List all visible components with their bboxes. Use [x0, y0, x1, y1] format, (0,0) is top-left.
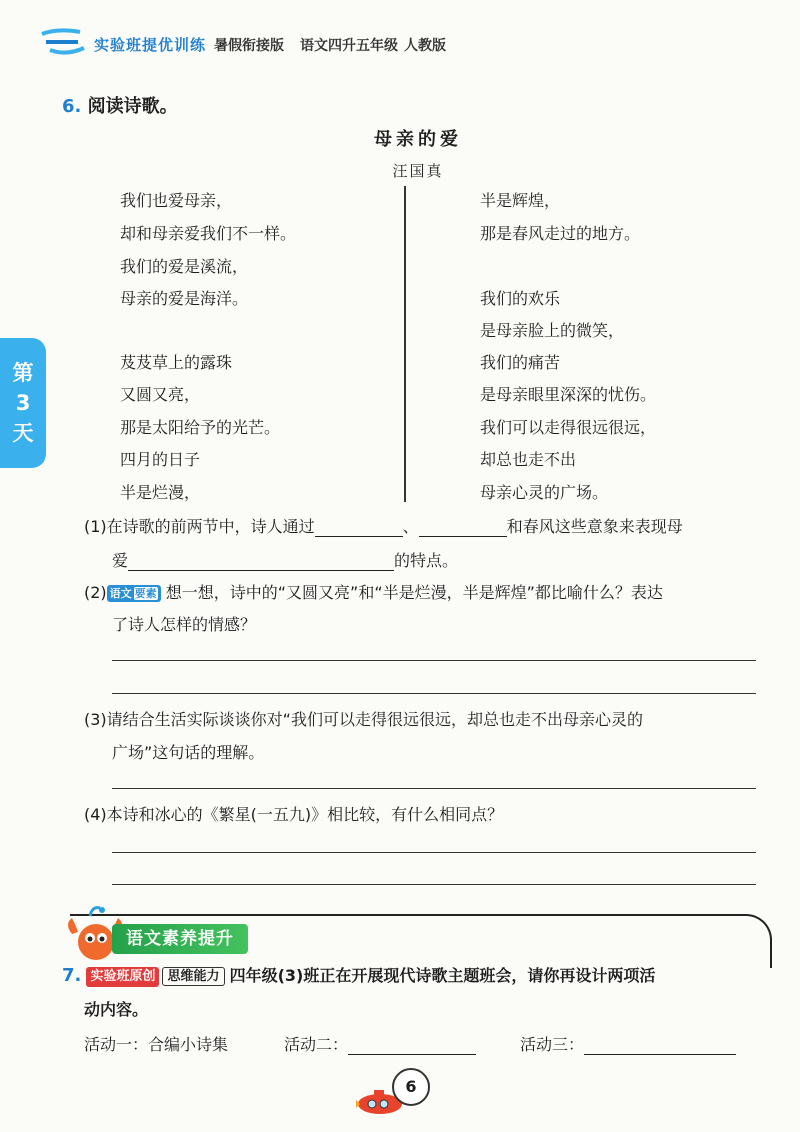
poem-line: 半是辉煌， — [480, 191, 561, 210]
sub-question-text: 爱 — [112, 551, 129, 570]
question-text: 四年级(3)班正在开展现代诗歌主题班会，请你再设计两项活 — [229, 966, 656, 985]
day-tab-char: 3 — [15, 391, 31, 415]
badge-text: 语文 — [109, 587, 132, 600]
sub-question-3-line1: (3)请结合生活实际谈谈你对“我们可以走得很远很远，却总也走不出母亲心灵的 — [84, 710, 643, 729]
poem-line: 我们的爱是溪流， — [120, 257, 249, 276]
poem-line: 我们的欢乐 — [480, 289, 561, 308]
question-6-heading — [62, 92, 178, 118]
day-tab-char: 第 — [12, 361, 34, 385]
question-prompt: 阅读诗歌。 — [87, 96, 178, 117]
poem-line: 芨芨草上的露珠 — [120, 353, 233, 372]
header-brand: 实验班提优训练 — [94, 36, 207, 54]
poem-line: 那是太阳给予的光芒。 — [120, 418, 281, 437]
poem-line: 半是烂漫， — [120, 483, 201, 502]
sub-question-3-line2: 广场”这句话的理解。 — [112, 743, 265, 762]
answer-line[interactable] — [112, 788, 756, 789]
poem-line: 母亲的爱是海洋。 — [120, 289, 249, 308]
poem-line: 我们也爱母亲， — [120, 191, 233, 210]
header-subject: 语文四升五年级 — [300, 38, 398, 54]
sub-question-4: (4)本诗和冰心的《繁星(一五九)》相比较，有什么相同点？ — [84, 805, 504, 824]
question-7-line1 — [62, 963, 655, 987]
question-7-line2: 动内容。 — [84, 1000, 149, 1019]
poem-line: 我们可以走得很远很远， — [480, 418, 657, 437]
sub-question-text: 、 — [402, 517, 419, 536]
poem-line: 却总也走不出 — [480, 450, 577, 469]
activity-label: 活动二： — [284, 1035, 349, 1054]
answer-blank[interactable] — [315, 518, 403, 537]
sub-question-text: (1)在诗歌的前两节中，诗人通过 — [84, 517, 315, 536]
poem-line: 却和母亲爱我们不一样。 — [120, 224, 297, 243]
answer-line[interactable] — [112, 852, 756, 853]
question-number: 7. — [62, 965, 82, 986]
literacy-element-badge — [107, 585, 161, 602]
brand-logo-icon — [40, 28, 86, 56]
column-divider — [404, 186, 406, 502]
answer-blank[interactable] — [348, 1036, 476, 1055]
sub-question-2-line1 — [84, 580, 663, 603]
activity-2 — [284, 1032, 476, 1055]
poem-line: 我们的痛苦 — [480, 353, 561, 372]
activity-label: 活动三： — [520, 1035, 585, 1054]
sub-question-text: 想一想，诗中的“又圆又亮”和“半是烂漫，半是辉煌”都比喻什么？表达 — [165, 583, 663, 602]
answer-line[interactable] — [112, 693, 756, 694]
header-edition: 暑假衔接版 — [214, 38, 284, 54]
header-publisher: 人教版 — [404, 38, 446, 54]
section-title: 语文素养提升 — [112, 924, 248, 954]
badge-text: 要素 — [134, 587, 157, 600]
sub-question-1-line1 — [84, 514, 683, 537]
answer-line[interactable] — [112, 660, 756, 661]
answer-blank[interactable] — [584, 1036, 736, 1055]
sub-question-text: 和春风这些意象来表现母 — [506, 517, 683, 536]
activity-1: 活动一：合编小诗集 — [84, 1035, 229, 1054]
original-tag: 实验班原创 — [86, 967, 159, 987]
day-tab-char: 天 — [12, 421, 34, 445]
poem-line: 又圆又亮， — [120, 385, 201, 404]
answer-blank[interactable] — [128, 552, 394, 571]
page-number: 6 — [392, 1068, 430, 1106]
sub-question-number: (2) — [84, 583, 107, 602]
poem-line: 母亲心灵的广场。 — [480, 483, 609, 502]
thinking-skill-tag: 思维能力 — [162, 967, 224, 986]
poem-line: 那是春风走过的地方。 — [480, 224, 641, 243]
poem-line: 四月的日子 — [120, 450, 201, 469]
activity-3 — [520, 1032, 736, 1055]
poem-author: 汪国真 — [392, 162, 444, 180]
poem-line: 是母亲脸上的微笑， — [480, 321, 625, 340]
sub-question-text: 的特点。 — [394, 551, 459, 570]
question-number: 6. — [62, 96, 82, 117]
sub-question-2-line2: 了诗人怎样的情感？ — [112, 615, 257, 634]
day-tab — [0, 338, 46, 468]
poem-line: 是母亲眼里深深的忧伤。 — [480, 385, 657, 404]
sub-question-1-line2 — [112, 548, 458, 571]
answer-line[interactable] — [112, 884, 756, 885]
answer-blank[interactable] — [419, 518, 507, 537]
poem-title: 母亲的爱 — [374, 129, 462, 150]
